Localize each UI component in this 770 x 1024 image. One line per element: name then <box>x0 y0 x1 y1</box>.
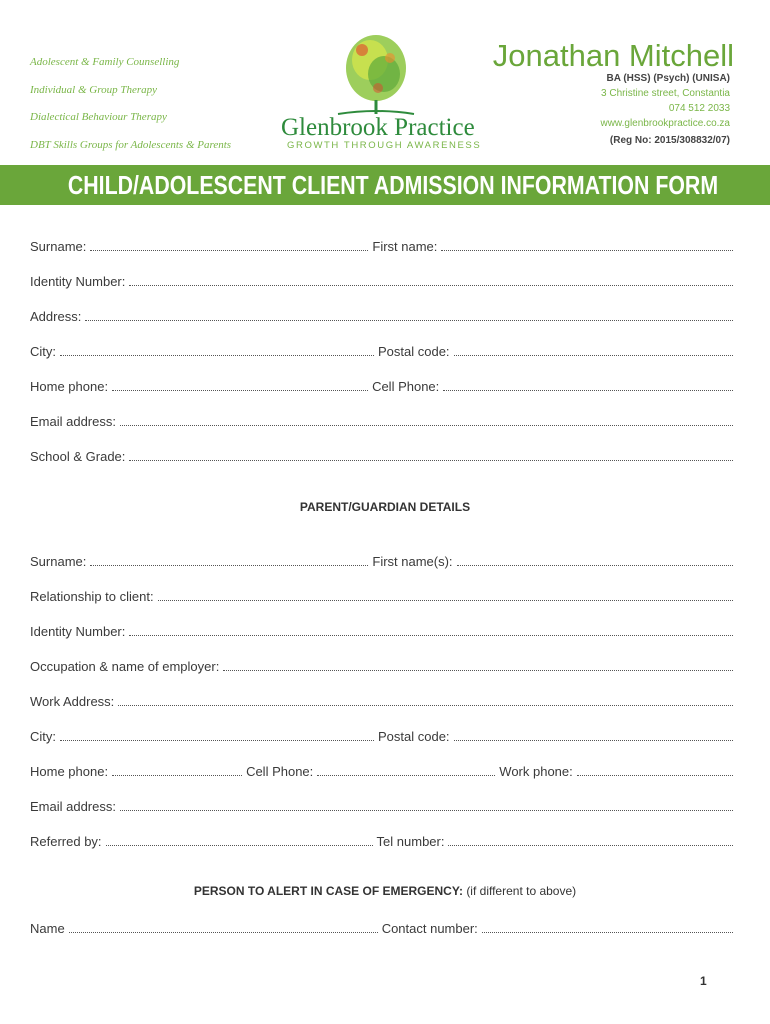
address-field[interactable] <box>85 320 733 321</box>
practice-tagline: GROWTH THROUGH AWARENESS <box>287 140 482 151</box>
guardian-name-row <box>30 551 733 569</box>
work-address-field[interactable] <box>118 705 733 706</box>
referred-row <box>30 831 733 849</box>
school-grade-label: School & Grade: <box>30 449 126 464</box>
guardian-city-row <box>30 726 733 744</box>
cell-phone-field[interactable] <box>443 390 733 391</box>
work-phone-label: Work phone: <box>499 764 573 779</box>
email-label: Email address: <box>30 414 116 429</box>
relationship-field[interactable] <box>158 600 733 601</box>
emergency-section-title <box>0 884 770 898</box>
title-banner <box>0 165 770 205</box>
guardian-email-row <box>30 796 733 814</box>
qualifications: BA (HSS) (Psych) (UNISA) <box>606 73 730 84</box>
page-number: 1 <box>700 974 707 988</box>
guardian-postal-label: Postal code: <box>378 729 450 744</box>
occupation-label: Occupation & name of employer: <box>30 659 220 674</box>
tel-number-field[interactable] <box>448 845 733 846</box>
home-phone-field[interactable] <box>112 390 368 391</box>
emergency-name-label: Name <box>30 921 65 936</box>
guardian-surname-field[interactable] <box>90 565 368 566</box>
emergency-name-field[interactable] <box>69 932 378 933</box>
city-label: City: <box>30 344 56 359</box>
email-field[interactable] <box>120 425 733 426</box>
postal-code-field[interactable] <box>454 355 733 356</box>
guardian-work-address-row <box>30 691 733 709</box>
contact-number-field[interactable] <box>482 932 733 933</box>
registration-number: (Reg No: 2015/308832/07) <box>609 135 730 146</box>
guardian-phone-row <box>30 761 733 779</box>
relationship-label: Relationship to client: <box>30 589 154 604</box>
guardian-occupation-row <box>30 656 733 674</box>
guardian-first-names-label: First name(s): <box>372 554 453 569</box>
work-phone-field[interactable] <box>577 775 733 776</box>
guardian-city-field[interactable] <box>60 740 374 741</box>
client-school-row <box>30 446 733 464</box>
guardian-email-label: Email address: <box>30 799 116 814</box>
practitioner-name: Jonathan Mitchell <box>492 38 734 73</box>
guardian-first-names-field[interactable] <box>457 565 733 566</box>
guardian-city-label: City: <box>30 729 56 744</box>
emergency-title: PERSON TO ALERT IN CASE OF EMERGENCY: <box>193 884 463 898</box>
form-title: CHILD/ADOLESCENT CLIENT ADMISSION INFORMATION FORM <box>67 170 719 200</box>
guardian-cell-phone-label: Cell Phone: <box>246 764 314 779</box>
emergency-note: (if different to above) <box>466 884 577 898</box>
cell-phone-label: Cell Phone: <box>372 379 440 394</box>
address-label: Address: <box>30 309 82 324</box>
identity-field[interactable] <box>129 285 733 286</box>
service-item: Adolescent & Family Counselling <box>30 56 180 68</box>
service-item: DBT Skills Groups for Adolescents & Parents <box>30 138 232 151</box>
contact-phone: 074 512 2033 <box>668 103 730 114</box>
client-city-row <box>30 341 733 359</box>
practice-name: Glenbrook Practice <box>281 114 475 141</box>
client-identity-row <box>30 271 733 289</box>
client-phone-row <box>30 376 733 394</box>
service-item: Individual & Group Therapy <box>30 83 157 96</box>
work-address-label: Work Address: <box>30 694 115 709</box>
guardian-home-phone-label: Home phone: <box>30 764 109 779</box>
referred-by-field[interactable] <box>106 845 373 846</box>
contact-address: 3 Christine street, Constantia <box>601 88 730 99</box>
referred-by-label: Referred by: <box>30 834 102 849</box>
first-name-label: First name: <box>372 239 438 254</box>
client-name-row <box>30 236 733 254</box>
home-phone-label: Home phone: <box>30 379 109 394</box>
service-item: Dialectical Behaviour Therapy <box>30 111 167 123</box>
guardian-surname-label: Surname: <box>30 554 87 569</box>
contact-website[interactable]: www.glenbrookpractice.co.za <box>600 118 730 129</box>
guardian-postal-field[interactable] <box>454 740 733 741</box>
first-name-field[interactable] <box>441 250 733 251</box>
guardian-identity-field[interactable] <box>129 635 733 636</box>
surname-field[interactable] <box>90 250 368 251</box>
guardian-relationship-row <box>30 586 733 604</box>
school-grade-field[interactable] <box>129 460 733 461</box>
surname-label: Surname: <box>30 239 87 254</box>
city-field[interactable] <box>60 355 374 356</box>
postal-code-label: Postal code: <box>378 344 450 359</box>
occupation-field[interactable] <box>223 670 733 671</box>
guardian-email-field[interactable] <box>120 810 733 811</box>
contact-block <box>600 71 730 148</box>
identity-label: Identity Number: <box>30 274 126 289</box>
guardian-home-phone-field[interactable] <box>112 775 242 776</box>
contact-number-label: Contact number: <box>381 921 478 936</box>
services-list <box>30 56 231 166</box>
client-email-row <box>30 411 733 429</box>
guardian-cell-phone-field[interactable] <box>317 775 495 776</box>
guardian-identity-label: Identity Number: <box>30 624 126 639</box>
client-address-row <box>30 306 733 324</box>
emergency-row <box>30 918 733 936</box>
tel-number-label: Tel number: <box>376 834 445 849</box>
guardian-section-title: PARENT/GUARDIAN DETAILS <box>299 500 471 514</box>
guardian-identity-row <box>30 621 733 639</box>
